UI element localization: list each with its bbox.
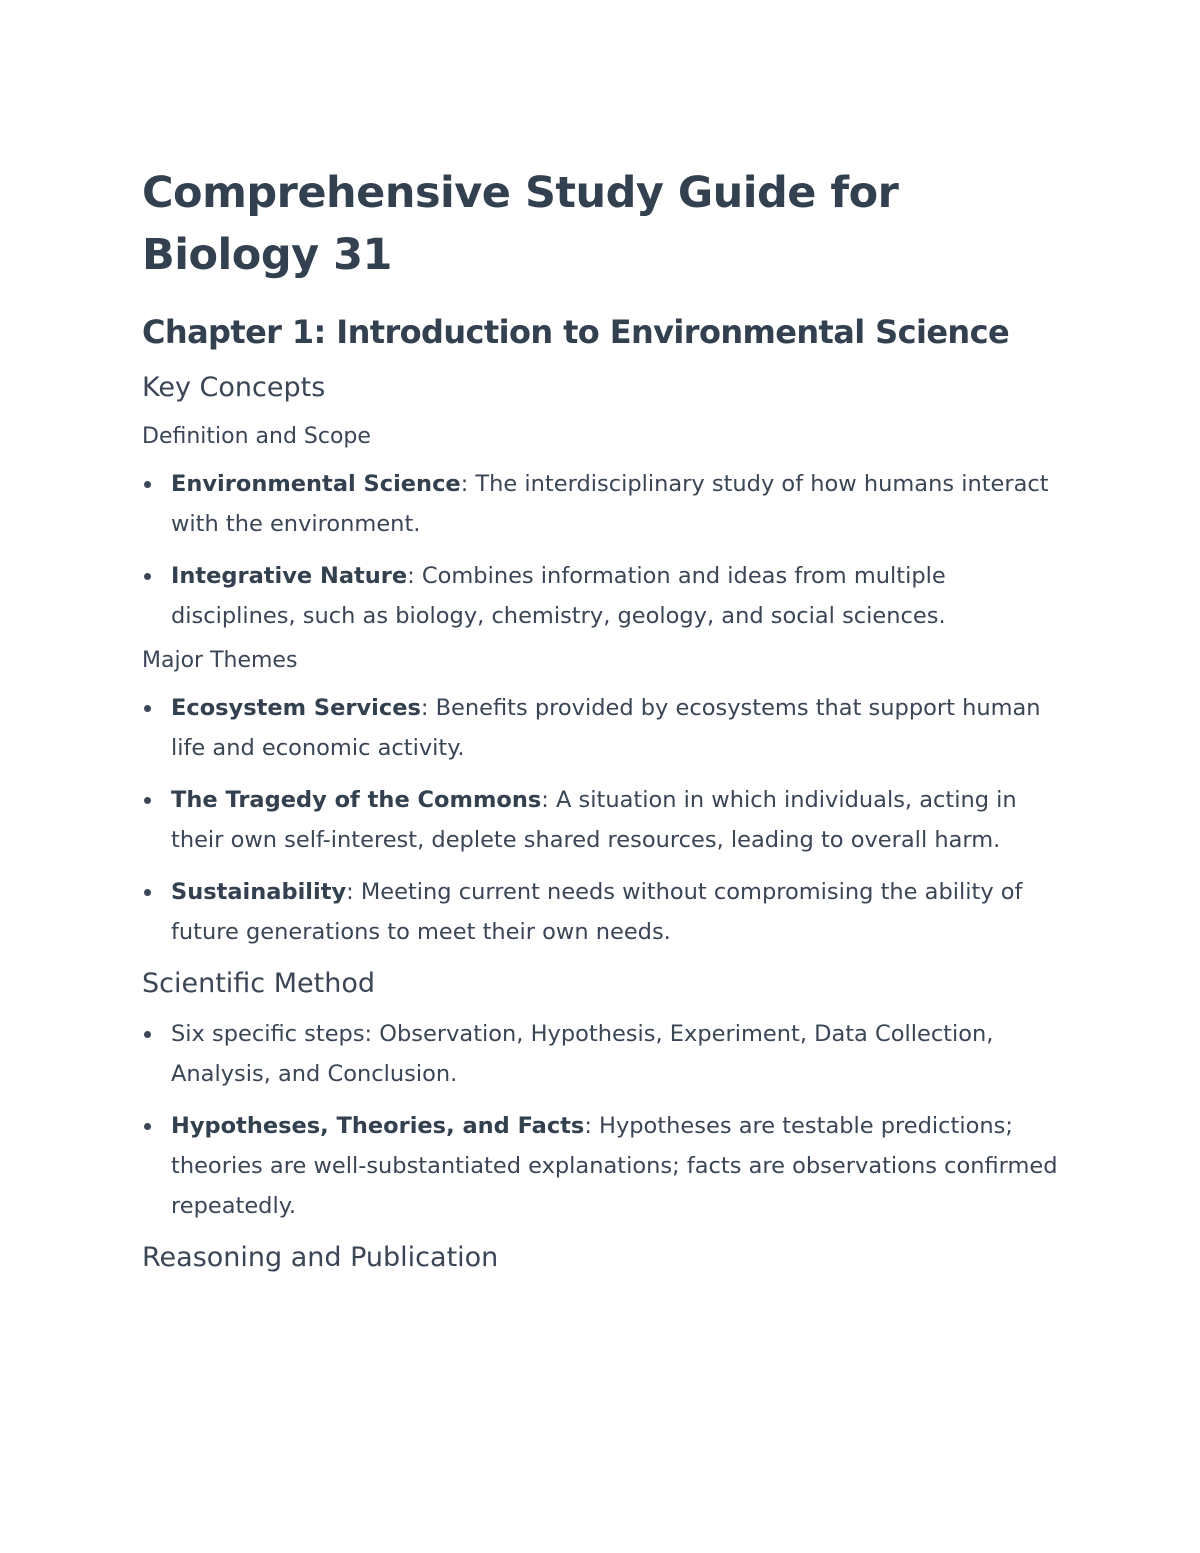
major-themes-list bbox=[142, 688, 1072, 952]
key-concepts-heading: Key Concepts bbox=[142, 372, 326, 403]
chapter-heading: Chapter 1: Introduction to Environmental Science bbox=[142, 313, 1010, 351]
list-item-text: : A situation in which individuals, acting in their own self-interest, deplete shared resources, leading to overall harm. bbox=[171, 787, 1017, 853]
list-item-text: : Meeting current needs without compromising the ability of future generations to meet their own needs. bbox=[171, 879, 1023, 945]
definition-scope-list bbox=[142, 464, 1072, 636]
document-page bbox=[142, 162, 1072, 1278]
list-item-text: : The interdisciplinary study of how humans interact with the environment. bbox=[171, 471, 1049, 537]
bullet-icon bbox=[144, 481, 151, 488]
bullet-icon bbox=[144, 1031, 151, 1038]
bullet-icon bbox=[144, 573, 151, 580]
list-item bbox=[142, 780, 1072, 860]
list-item-term: Environmental Science bbox=[171, 471, 461, 497]
list-item-text: : Hypotheses are testable predictions; theories are well-substantiated explanations; facts are observations confirmed repeatedly. bbox=[171, 1113, 1058, 1219]
page-title: Comprehensive Study Guide for Biology 31 bbox=[142, 168, 899, 280]
definition-scope-heading: Definition and Scope bbox=[142, 424, 371, 449]
major-themes-heading: Major Themes bbox=[142, 648, 298, 673]
list-item-term: The Tragedy of the Commons bbox=[171, 787, 542, 813]
list-item bbox=[142, 1014, 1072, 1094]
list-item-text: : Combines information and ideas from multiple disciplines, such as biology, chemistry, geology, and social sciences. bbox=[171, 563, 946, 629]
bullet-icon bbox=[144, 705, 151, 712]
list-item bbox=[142, 688, 1072, 768]
list-item bbox=[142, 1106, 1072, 1226]
list-item-term: Hypotheses, Theories, and Facts bbox=[171, 1113, 585, 1139]
reasoning-publication-heading: Reasoning and Publication bbox=[142, 1242, 499, 1273]
scientific-method-list bbox=[142, 1014, 1072, 1226]
bullet-icon bbox=[144, 889, 151, 896]
list-item bbox=[142, 872, 1072, 952]
scientific-method-heading: Scientific Method bbox=[142, 968, 375, 999]
list-item-term: Ecosystem Services bbox=[171, 695, 421, 721]
list-item-text: : Benefits provided by ecosystems that support human life and economic activity. bbox=[171, 695, 1041, 761]
list-item-term: Integrative Nature bbox=[171, 563, 408, 589]
bullet-icon bbox=[144, 1123, 151, 1130]
list-item-text: Six specific steps: Observation, Hypothesis, Experiment, Data Collection, Analysis, and Conclusion. bbox=[171, 1021, 994, 1087]
list-item bbox=[142, 556, 1072, 636]
list-item bbox=[142, 464, 1072, 544]
list-item-term: Sustainability bbox=[171, 879, 347, 905]
bullet-icon bbox=[144, 797, 151, 804]
